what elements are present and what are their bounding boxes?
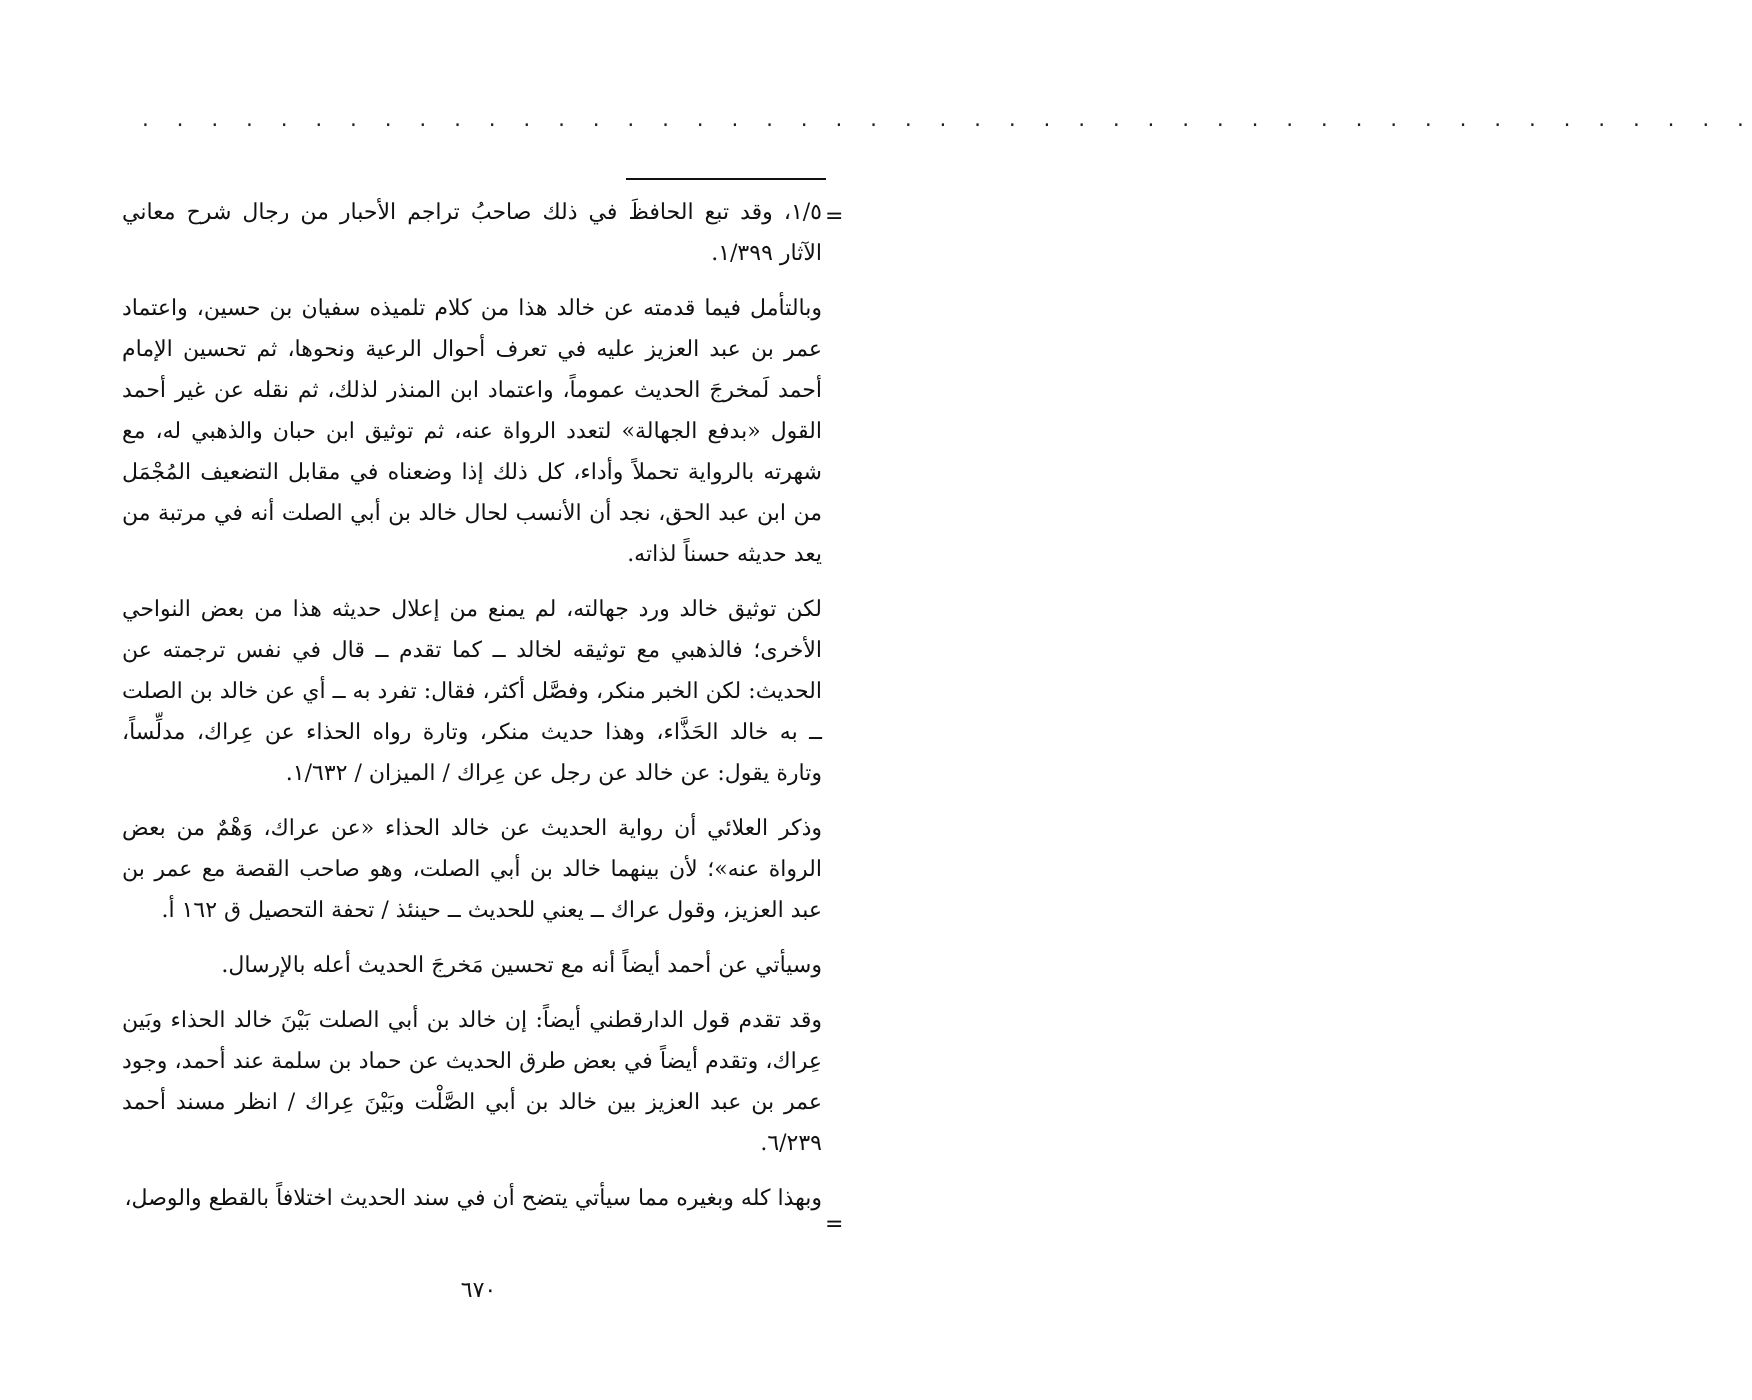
paragraph-conclusion: وبهذا كله وبغيره مما سيأتي يتضح أن في سند الحديث اختلافاً بالقطع والوصل، bbox=[124, 1186, 822, 1211]
continuation-mark-top: = bbox=[825, 204, 844, 229]
footnote-rule bbox=[626, 178, 826, 180]
page-number: ٦٧٠ bbox=[460, 1278, 497, 1303]
paragraph-footnote-continuation: ١/٥، وقد تبع الحافظَ في ذلك صاحبُ تراجم الأحبار من رجال شرح معاني الآثار ١/٣٩٩. bbox=[122, 200, 822, 266]
paragraph-dhahabi: لكن توثيق خالد ورد جهالته، لم يمنع من إعلال حديثه هذا من بعض النواحي الأخرى؛ فالذهبي مع توثيقه لخالد ــ كما تقدم ــ قال في نفس ترجمته عن الحديث: لكن الخبر منكر، وفصَّل أكثر، فقال: تفرد به ــ أي عن خالد بن الصلت ــ به خالد الحَذَّاء، وهذا حديث منكر، وتارة رواه الحذاء عن عِراك، مدلِّساً، وتارة يقول: عن خالد عن رجل عن عِراك / الميزان / ١/٦٣٢. bbox=[122, 597, 822, 786]
paragraph-ahmad: وسيأتي عن أحمد أيضاً أنه مع تحسين مَخرجَ الحديث أعله بالإرسال. bbox=[221, 953, 822, 978]
separator-dots: . . . . . . . . . . . . . . . . . . . . . . . . . . . . . . . . . . . . . . . . . . . . . . . bbox=[140, 110, 1752, 131]
page-body bbox=[122, 192, 822, 1233]
paragraph-alai: وذكر العلائي أن رواية الحديث عن خالد الحذاء «عن عراك، وَهْمٌ من بعض الرواة عنه»؛ لأن بينهما خالد بن أبي الصلت، وهو صاحب القصة مع عمر بن عبد العزيز، وقول عراك ــ يعني للحديث ــ حينئذ / تحفة التحصيل ق ١٦٢ أ. bbox=[122, 816, 822, 923]
paragraph-assessment: وبالتأمل فيما قدمته عن خالد هذا من كلام تلميذه سفيان بن حسين، واعتماد عمر بن عبد العزيز عليه في تعرف أحوال الرعية ونحوها، ثم تحسين الإمام أحمد لَمخرجَ الحديث عموماً، واعتماد ابن المنذر لذلك، ثم نقله عن غير أحمد القول «بدفع الجهالة» لتعدد الرواة عنه، ثم توثيق ابن حبان والذهبي له، مع شهرته بالرواية تحملاً وأداء، كل ذلك إذا وضعناه في مقابل التضعيف المُجْمَل من ابن عبد الحق، نجد أن الأنسب لحال خالد بن أبي الصلت أنه في مرتبة من يعد حديثه حسناً لذاته. bbox=[122, 296, 822, 567]
continuation-mark-bottom: = bbox=[825, 1212, 844, 1237]
paragraph-daraqutni: وقد تقدم قول الدارقطني أيضاً: إن خالد بن أبي الصلت بَيْنَ خالد الحذاء وبَين عِراك، وتقدم أيضاً في بعض طرق الحديث عن حماد بن سلمة عند أحمد، وجود عمر بن عبد العزيز بين خالد بن أبي الصَّلْت وبَيْنَ عِراك / انظر مسند أحمد ٦/٢٣٩. bbox=[122, 1008, 822, 1156]
